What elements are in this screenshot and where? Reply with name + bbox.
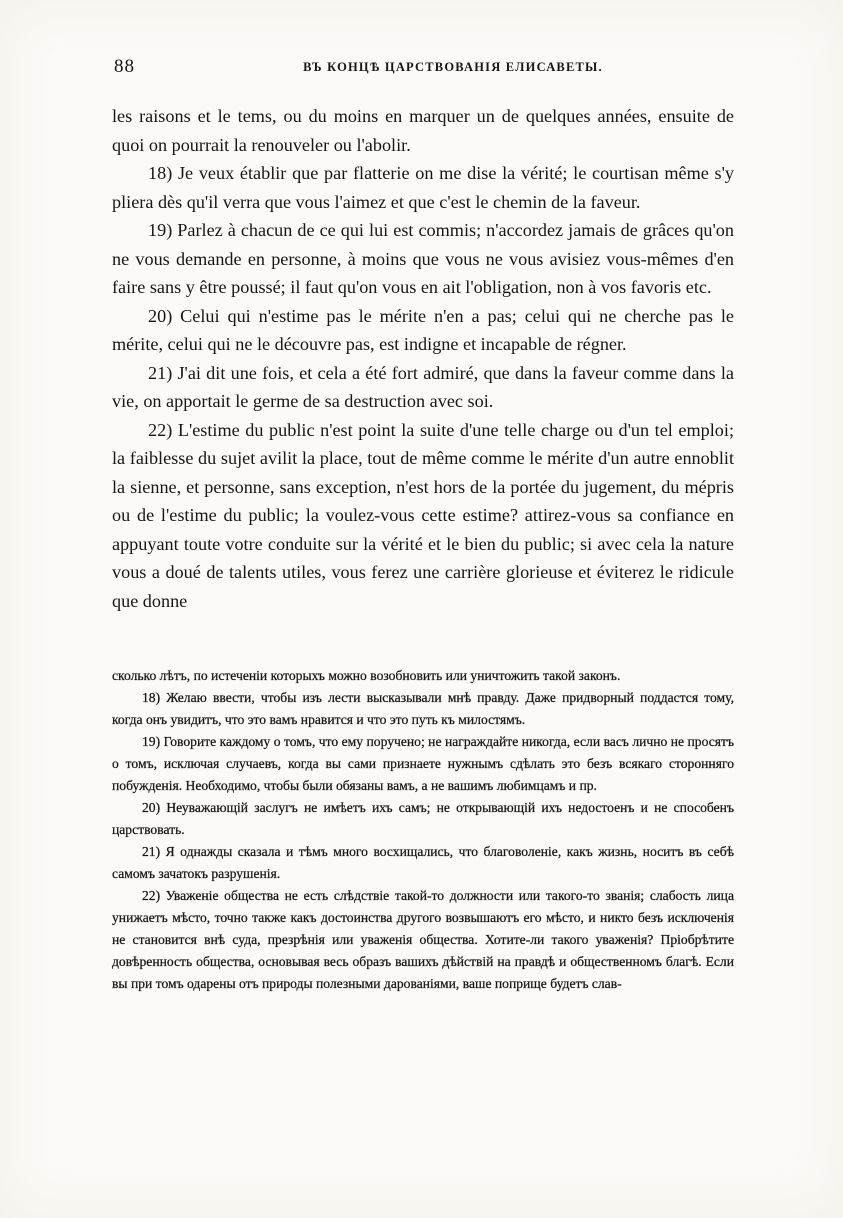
paragraph-continuation: les raisons et le tems, ou du moins en marquer un de quelques années, ensuite de quoi on pourrait la renouveler ou l'abolir.: [112, 106, 734, 155]
paragraph-20: 20) Celui qui n'estime pas le mérite n'en a pas; celui qui ne cherche pas le mérite, celui qui ne le découvre pas, est indigne et incapable de régner.: [112, 305, 734, 354]
running-title: ВЪ КОНЦѢ ЦАРСТВОВАНІЯ ЕЛИСАВЕТЫ.: [303, 60, 603, 74]
paragraph-18: 18) Je veux établir que par flatterie on me dise la vérité; le courtisan même s'y pliera dès qu'il verra que vous l'aimez et que c'est le chemin de la faveur.: [112, 163, 734, 212]
paragraph-22: 22) L'estime du public n'est point la suite d'une telle charge ou d'un tel emploi; la faiblesse du sujet avilit la place, tout de même comme le mérite d'un autre ennoblit la sienne, et personne, sans exception, n'est hors de la portée du jugement, du mépris ou de l'estime du public; la voulez-vous cette estime? attirez-vous sa confiance en appuyant toute votre conduite sur la vérité et le bien du public; si avec cela la nature vous a doué de talents utiles, vous ferez une carrière glorieuse et éviterez le ridicule que donne: [112, 419, 734, 611]
footnote-20: 20) Неуважающій заслугъ не имѣетъ ихъ самъ; не открывающій ихъ недостоенъ и не способенъ царствовать.: [112, 800, 734, 837]
footnote-22: 22) Уваженіе общества не есть слѣдствіе такой-то должности или такого-то званія; слабость лица унижаетъ мѣсто, точно также какъ достоинства другого возвышаютъ его мѣсто, и никто безъ исключенія не становится внѣ суда, презрѣнія или уваженія общества. Хотите-ли такого уваженія? Пріобрѣтите довѣренность общества, основывая весь образъ вашихъ дѣйствій на правдѣ и общественномъ благѣ. Если вы при томъ одарены отъ природы полезными дарованіями, ваше поприще будетъ слав-: [112, 888, 734, 991]
footnote-19: 19) Говорите каждому о томъ, что ему поручено; не награждайте никогда, если васъ лично не просятъ о томъ, исключая случаевъ, когда вы сами признаете нужнымъ сдѣлать это безъ всякаго сторонняго побужденія. Необходимо, чтобы были обязаны вамъ, а не вашимъ любимцамъ и пр.: [112, 734, 734, 793]
paragraph-21: 21) J'ai dit une fois, et cela a été fort admiré, que dans la faveur comme dans la vie, on apportait le germe de sa destruction avec soi.: [112, 362, 734, 411]
footnote-21: 21) Я однажды сказала и тѣмъ много восхищались, что благоволеніе, какъ жизнь, носитъ въ себѣ самомъ зачатокъ разрушенія.: [112, 844, 734, 881]
page-number: 88: [114, 56, 135, 77]
text-block: [112, 56, 734, 995]
footnote-18: 18) Желаю ввести, чтобы изъ лести высказывали мнѣ правду. Даже придворный поддастся тому, когда онъ увидитъ, что это вамъ нравится и что это путь къ милостямъ.: [112, 690, 734, 727]
paragraph-19: 19) Parlez à chacun de ce qui lui est commis; n'accordez jamais de grâces qu'on ne vous demande en personne, à moins que vous ne vous avisiez vous-mêmes d'en faire sans y être poussé; il faut qu'on vous en ait l'obligation, non à vos favoris etc.: [112, 220, 734, 297]
footnote-continuation: сколько лѣтъ, по истеченіи которыхъ можно возобновить или уничтожить такой законъ.: [112, 668, 621, 683]
running-header: [112, 56, 734, 82]
footnote-section: [112, 665, 734, 995]
main-text: [112, 102, 734, 615]
